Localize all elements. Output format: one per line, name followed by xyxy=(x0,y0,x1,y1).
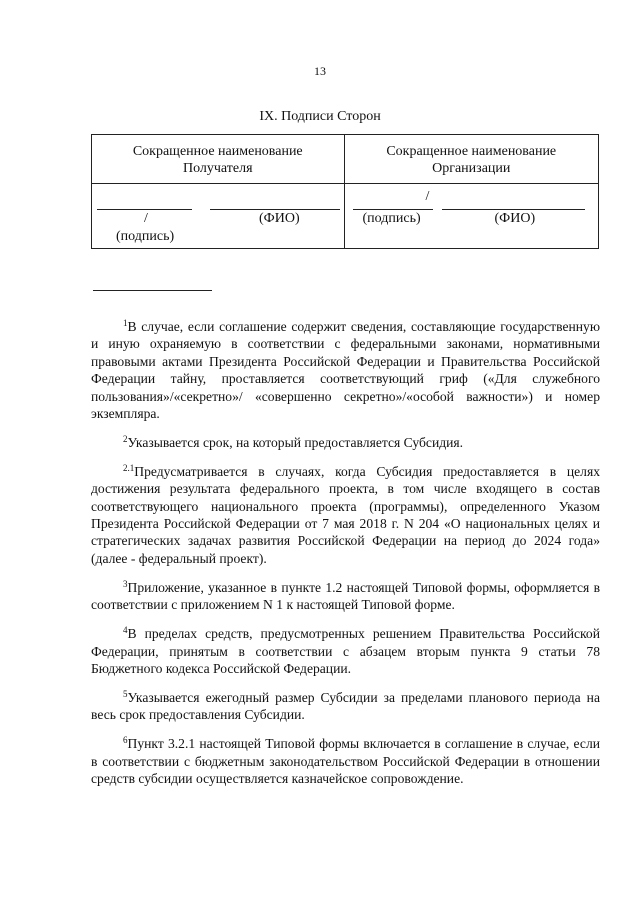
recipient-signature-cell xyxy=(92,184,345,249)
organization-slash: / xyxy=(425,189,430,204)
footnote-text: В пределах средств, предусмотренных решением Правительства Российской Федерации, принятым в соответствии с абзацем вторым пункта 9 статьи 78 Бюджетного кодекса Российской Федерации. xyxy=(91,626,600,676)
recipient-signature-label: (подпись) xyxy=(116,229,175,244)
footnote-mark: 4 xyxy=(123,625,128,636)
footnote-mark: 5 xyxy=(123,688,128,699)
footnote-5 xyxy=(91,689,600,724)
signatures-sign-row xyxy=(92,184,599,249)
page-number: 13 xyxy=(314,64,326,78)
recipient-header-line1: Сокращенное наименование xyxy=(132,144,303,159)
recipient-header-line2: Получателя xyxy=(182,161,253,176)
footnote-4 xyxy=(91,625,600,677)
recipient-slash: / xyxy=(144,211,148,226)
organization-header-cell xyxy=(344,135,599,184)
signatures-header-row xyxy=(92,135,599,184)
section-title: IX. Подписи Сторон xyxy=(259,109,381,124)
footnotes xyxy=(91,318,600,799)
footnote-text: Приложение, указанное в пункте 1.2 настоящей Типовой формы, оформляется в соответствии с приложением N 1 к настоящей Типовой форме. xyxy=(91,579,600,613)
footnote-2 xyxy=(91,434,600,451)
footnote-text: Пункт 3.2.1 настоящей Типовой формы включается в соглашение в случае, если в соответствии с бюджетным законодательством Российской Федерации в отношении средств субсидии осуществляется казначейское сопровождение. xyxy=(91,736,600,786)
footnote-mark: 3 xyxy=(123,578,128,589)
signatures-table xyxy=(91,134,599,249)
recipient-name-line xyxy=(210,209,340,210)
footnote-1 xyxy=(91,318,600,422)
footnote-2-1 xyxy=(91,463,600,567)
footnote-mark: 2.1 xyxy=(123,462,135,473)
organization-signature-label: (подпись) xyxy=(362,211,421,226)
recipient-name-label: (ФИО) xyxy=(259,211,300,226)
footnote-mark: 2 xyxy=(123,433,128,444)
organization-header-line1: Сокращенное наименование xyxy=(386,144,557,159)
organization-name-label: (ФИО) xyxy=(494,211,536,226)
footnote-3 xyxy=(91,579,600,614)
footnote-mark: 6 xyxy=(123,735,128,746)
recipient-header-cell xyxy=(92,135,345,184)
footnote-text: Указывается ежегодный размер Субсидии за пределами планового периода на весь срок предоставления Субсидии. xyxy=(91,689,600,723)
organization-signature-line xyxy=(353,209,433,210)
footnote-text: Указывается срок, на который предоставляется Субсидия. xyxy=(127,434,464,450)
organization-name-line xyxy=(442,209,585,210)
footnote-separator xyxy=(93,290,212,291)
footnote-text: Предусматривается в случаях, когда Субсидия предоставляется в целях достижения результата федерального проекта, в том числе входящего в состав соответствующего национального проекта (программы), определенного Указом Президента Российской Федерации от 7 мая 2018 г. N 204 «О национальных целях и стратегических задачах развития Российской Федерации на период до 2024 года» (далее - федеральный проект). xyxy=(91,463,600,566)
organization-signature-cell xyxy=(344,184,599,249)
footnote-6 xyxy=(91,735,600,787)
organization-header-line2: Организации xyxy=(432,161,511,176)
footnote-mark: 1 xyxy=(123,318,128,328)
footnote-text: В случае, если соглашение содержит сведения, составляющие государственную и иную охраняемую в соответствии с федеральными законами, нормативными правовыми актами Президента Российской Федерации и Правительства Российской Федерации тайну, проставляется соответствующий гриф («Для служебного пользования»/«секретно»/ «совершенно секретно»/«особой важности») и номер экземпляра. xyxy=(91,319,600,422)
recipient-signature-line xyxy=(97,209,192,210)
